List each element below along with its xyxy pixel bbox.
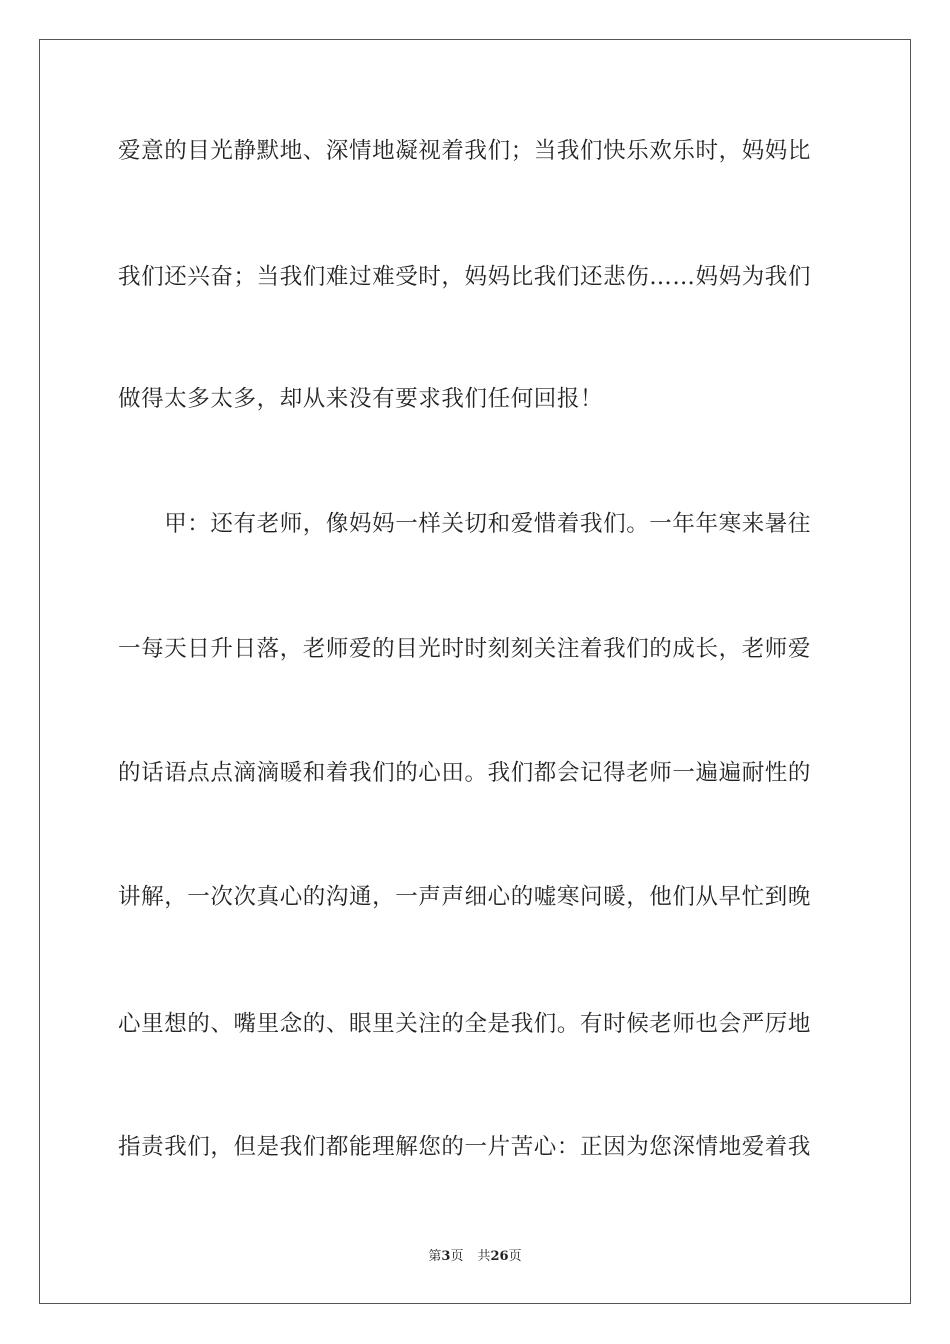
page-frame — [39, 39, 911, 1304]
text-line-9: 指责我们，但是我们都能理解您的一片苦心：正因为您深情地爱着我 — [118, 1134, 812, 1160]
text-line-6: 的话语点点滴滴暖和着我们的心田。我们都会记得老师一遍遍耐性的 — [118, 760, 812, 786]
text-line-3: 做得太多太多，却从来没有要求我们任何回报！ — [118, 386, 604, 412]
text-line-7: 讲解，一次次真心的沟通，一声声细心的嘘寒问暖，他们从早忙到晚 — [118, 884, 812, 910]
total-pages: 26 — [490, 1249, 509, 1264]
page-number: 3 — [441, 1249, 451, 1264]
text-line-8: 心里想的、嘴里念的、眼里关注的全是我们。有时候老师也会严厉地 — [118, 1011, 812, 1037]
total-suffix: 页 — [508, 1249, 522, 1264]
text-line-4: 甲：还有老师，像妈妈一样关切和爱惜着我们。一年年寒来暑往 — [118, 511, 812, 537]
page-suffix: 页 — [450, 1249, 464, 1264]
page-footer — [0, 1248, 950, 1266]
text-line-1: 爱意的目光静默地、深情地凝视着我们；当我们快乐欢乐时，妈妈比 — [118, 138, 812, 164]
page-prefix: 第 — [428, 1249, 442, 1264]
text-line-2: 我们还兴奋；当我们难过难受时，妈妈比我们还悲伤……妈妈为我们 — [118, 264, 812, 290]
text-line-5: 一每天日升日落，老师爱的目光时时刻刻关注着我们的成长，老师爱 — [118, 636, 812, 662]
total-prefix: 共 — [477, 1249, 491, 1264]
